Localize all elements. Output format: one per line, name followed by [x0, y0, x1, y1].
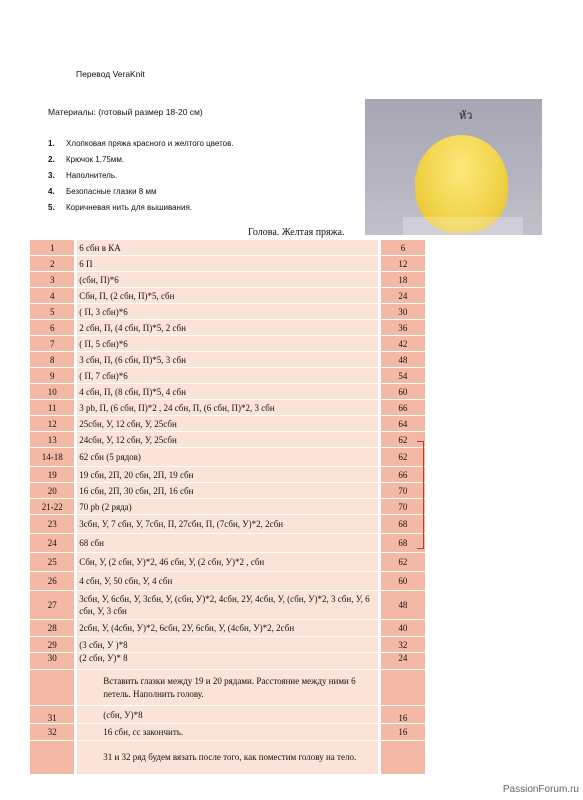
table-row: [30, 240, 425, 256]
instruction-cell: 6 сбн в КА: [77, 240, 378, 256]
table-row: [30, 591, 425, 620]
row-number-cell: 2: [30, 256, 74, 272]
table-row: [30, 706, 425, 724]
crochet-head-photo: [365, 99, 542, 235]
materials-item-text: Наполнитель.: [66, 171, 118, 180]
row-number-cell: 3: [30, 272, 74, 288]
instruction-cell: 3сбн, У, 7 сбн, У, 7сбн, П, 27сбн, П, (7сбн, У)*2, 2сбн: [77, 515, 378, 534]
materials-item: [48, 200, 234, 216]
table-row: [30, 653, 425, 670]
final-note: 31 и 32 ряд будем вязать после того, как поместим голову на тело.: [103, 752, 357, 762]
row-number-cell: [30, 670, 74, 706]
table-row: [30, 336, 425, 352]
materials-item-text: Хлопковая пряжа красного и желтого цветов.: [66, 139, 234, 148]
table-row: [30, 384, 425, 400]
stitch-count-cell: 62: [381, 448, 425, 467]
instruction-cell: (2 сбн, У)* 8: [77, 653, 378, 670]
row-number-cell: 30: [30, 653, 74, 670]
row-number-cell: 31: [30, 706, 74, 724]
instruction-cell: [77, 670, 378, 706]
row-number-cell: 6: [30, 320, 74, 336]
translator-credit: Перевод VeraKnit: [76, 69, 145, 79]
stitch-count-cell: 54: [381, 368, 425, 384]
table-title: Голова. Желтая пряжа.: [248, 227, 345, 238]
row-number-cell: 10: [30, 384, 74, 400]
instruction-cell: Сбн, П, (2 сбн, П)*5, сбн: [77, 288, 378, 304]
row-number-cell: [30, 741, 74, 775]
stitch-count-cell: 16: [381, 724, 425, 741]
stitch-count-cell: 62: [381, 553, 425, 572]
stitch-count-cell: 66: [381, 400, 425, 416]
instruction-cell: 16 сбн, 2П, 30 сбн, 2П, 16 сбн: [77, 483, 378, 499]
stitch-count-cell: 48: [381, 352, 425, 368]
materials-item: [48, 136, 234, 152]
stitch-count-cell: 66: [381, 467, 425, 483]
stitch-count-cell: 18: [381, 272, 425, 288]
instruction-cell: Сбн, У, (2 сбн, У)*2, 46 сбн, У, (2 сбн, У)*2 , сбн: [77, 553, 378, 572]
instruction-cell: (3 сбн, У )*8: [77, 637, 378, 653]
materials-item-text: Коричневая нить для вышивания.: [66, 203, 192, 212]
row-number-cell: 12: [30, 416, 74, 432]
row-number-cell: 13: [30, 432, 74, 448]
instruction-cell: 62 сбн (5 рядов): [77, 448, 378, 467]
row-number-cell: 29: [30, 637, 74, 653]
table-row: [30, 499, 425, 515]
table-row: [30, 620, 425, 637]
stitch-count-cell: 24: [381, 653, 425, 670]
row-number-cell: 23: [30, 515, 74, 534]
row-number-cell: 24: [30, 534, 74, 553]
instruction-cell: 4 сбн, У, 50 сбн, У, 4 сбн: [77, 572, 378, 591]
instruction-cell: (сбн, П)*6: [77, 272, 378, 288]
table-row: [30, 352, 425, 368]
instruction-cell: 19 сбн, 2П, 20 сбн, 2П, 19 сбн: [77, 467, 378, 483]
table-row: [30, 416, 425, 432]
stitch-count-cell: 64: [381, 416, 425, 432]
row-number-cell: 14-18: [30, 448, 74, 467]
stitch-count-cell: [381, 741, 425, 775]
instruction-cell: ( П, 7 сбн)*6: [77, 368, 378, 384]
row-number-cell: 32: [30, 724, 74, 741]
instruction-cell: 68 сбн: [77, 534, 378, 553]
materials-item: [48, 184, 234, 200]
instruction-cell: 3сбн, У, 6сбн, У, 3сбн, У, (сбн, У)*2, 4сбн, 2У, 4сбн, У, (сбн, У)*2, 3 сбн, У, 6 сбн, У, 3 сбн: [77, 591, 378, 620]
materials-item-text: Крючок 1,75мм.: [66, 155, 125, 164]
materials-item-number: 5.: [48, 203, 55, 212]
table-row: [30, 288, 425, 304]
row-number-cell: 21-22: [30, 499, 74, 515]
stitch-count-cell: [381, 670, 425, 706]
stitch-count-cell: 60: [381, 384, 425, 400]
stitch-count-cell: 36: [381, 320, 425, 336]
stitch-count-cell: 24: [381, 288, 425, 304]
materials-list: [48, 136, 234, 216]
instruction-cell: [77, 741, 378, 775]
stitch-count-cell: 48: [381, 591, 425, 620]
row-number-cell: 4: [30, 288, 74, 304]
materials-title: Материалы: (готовый размер 18-20 см): [48, 107, 203, 117]
table-row: [30, 637, 425, 653]
row-number-cell: 26: [30, 572, 74, 591]
instruction-cell: 3 pb, П, (6 сбн, П)*2 , 24 сбн, П, (6 сбн, П)*2, 3 сбн: [77, 400, 378, 416]
instruction-cell: 6 П: [77, 256, 378, 272]
materials-item-number: 1.: [48, 139, 55, 148]
table-row: [30, 272, 425, 288]
table-row: [30, 670, 425, 706]
row-number-cell: 11: [30, 400, 74, 416]
stitch-count-cell: 32: [381, 637, 425, 653]
row-number-cell: 1: [30, 240, 74, 256]
materials-item-number: 2.: [48, 155, 55, 164]
table-row: [30, 304, 425, 320]
stitch-count-cell: 6: [381, 240, 425, 256]
materials-item: [48, 168, 234, 184]
table-row: [30, 432, 425, 448]
table-row: [30, 256, 425, 272]
table-row: [30, 741, 425, 775]
table-row: [30, 448, 425, 467]
table-row: [30, 572, 425, 591]
row-number-cell: 5: [30, 304, 74, 320]
instruction-cell: 25сбн, У, 12 сбн, У, 25сбн: [77, 416, 378, 432]
table-row: [30, 534, 425, 553]
stitch-count-cell: 68: [381, 534, 425, 553]
stitch-count-cell: 68: [381, 515, 425, 534]
instruction-cell: 24сбн, У, 12 сбн, У, 25сбн: [77, 432, 378, 448]
instruction-cell: (сбн, У)*8: [77, 706, 378, 724]
row-number-cell: 8: [30, 352, 74, 368]
stitch-count-cell: 70: [381, 499, 425, 515]
instruction-cell: 16 сбн, сс закончить.: [77, 724, 378, 741]
watermark: PassionForum.ru: [502, 784, 579, 795]
table-row: [30, 483, 425, 499]
stitch-count-cell: 16: [381, 706, 425, 724]
stitch-count-cell: 70: [381, 483, 425, 499]
row-number-cell: 19: [30, 467, 74, 483]
row-number-cell: 25: [30, 553, 74, 572]
table-row: [30, 467, 425, 483]
photo-label: หัว: [459, 109, 473, 122]
materials-item-number: 3.: [48, 171, 55, 180]
instruction-cell: 3 сбн, П, (6 сбн, П)*5, 3 сбн: [77, 352, 378, 368]
stitch-count-cell: 62: [381, 432, 425, 448]
table-row: [30, 724, 425, 741]
instruction-cell: ( П, 5 сбн)*6: [77, 336, 378, 352]
pattern-table: [30, 240, 425, 775]
table-row: [30, 400, 425, 416]
materials-item-text: Безопасные глазки 8 мм: [66, 187, 157, 196]
row-number-cell: 28: [30, 620, 74, 637]
row-number-cell: 20: [30, 483, 74, 499]
instruction-cell: ( П, 3 сбн)*6: [77, 304, 378, 320]
materials-item-number: 4.: [48, 187, 55, 196]
instruction-cell: 2 сбн, П, (4 сбн, П)*5, 2 сбн: [77, 320, 378, 336]
row-number-cell: 7: [30, 336, 74, 352]
instruction-cell: 70 pb (2 ряда): [77, 499, 378, 515]
stitch-count-cell: 40: [381, 620, 425, 637]
stitch-count-cell: 30: [381, 304, 425, 320]
row-number-cell: 27: [30, 591, 74, 620]
row-group-bracket: [417, 441, 424, 549]
eyes-note: Вставить глазки между 19 и 20 рядами. Расстояние между ними 6 петель. Наполнить голову.: [103, 675, 356, 699]
table-row: [30, 368, 425, 384]
instruction-cell: 4 сбн, П, (8 сбн, П)*5, 4 сбн: [77, 384, 378, 400]
table-row: [30, 515, 425, 534]
stitch-count-cell: 42: [381, 336, 425, 352]
row-number-cell: 9: [30, 368, 74, 384]
materials-item: [48, 152, 234, 168]
table-row: [30, 320, 425, 336]
instruction-cell: 2сбн, У, (4сбн, У)*2, 6сбн, 2У, 6сбн, У, (4сбн, У)*2, 2сбн: [77, 620, 378, 637]
table-row: [30, 553, 425, 572]
stitch-count-cell: 60: [381, 572, 425, 591]
stitch-count-cell: 12: [381, 256, 425, 272]
